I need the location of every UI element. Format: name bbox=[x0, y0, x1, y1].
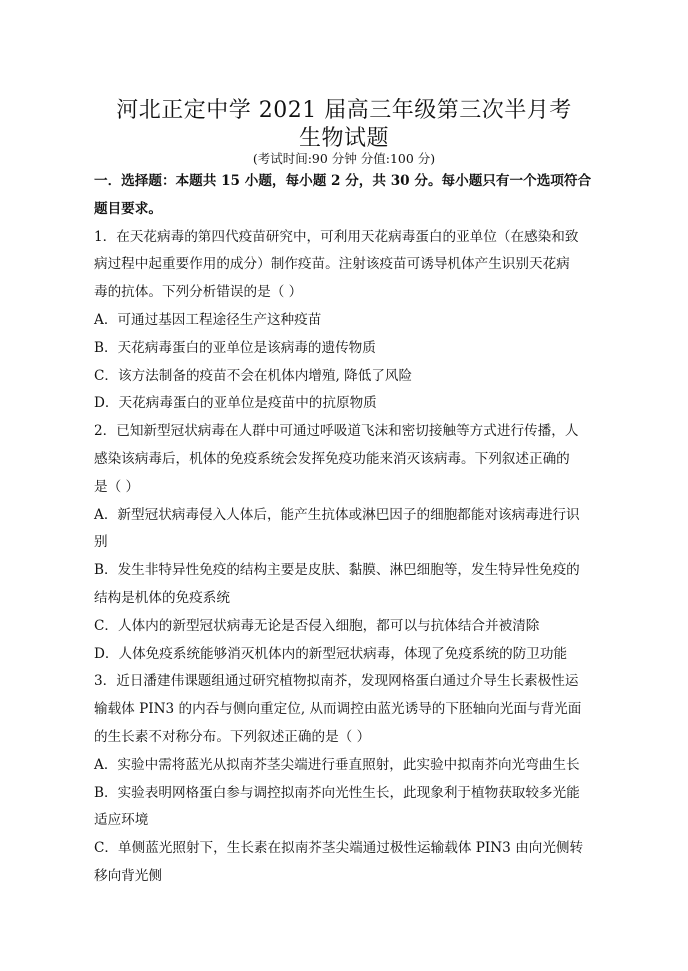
q1-option-d: D．天花病毒蛋白的亚单位是疫苗中的抗原物质 bbox=[94, 395, 377, 412]
subject-title: 生物试题 bbox=[298, 126, 389, 151]
q3-option-c-line2: 移向背光侧 bbox=[94, 867, 162, 884]
q1-stem-line1: 1．在天花病毒的第四代疫苗研究中，可利用天花病毒蛋白的亚单位（在感染和致 bbox=[94, 228, 579, 245]
q2-option-c: C．人体内的新型冠状病毒无论是否侵入细胞，都可以与抗体结合并被清除 bbox=[94, 617, 540, 634]
q1-stem-line2: 病过程中起重要作用的成分）制作疫苗。注射该疫苗可诱导机体产生识别天花病 bbox=[94, 256, 570, 273]
section-heading-line2: 题目要求。 bbox=[94, 200, 162, 217]
exam-meta: (考试时间:90 分钟 分值:100 分) bbox=[252, 151, 436, 166]
q3-stem-line2: 输载体 PIN3 的内吞与侧向重定位, 从而调控由蓝光诱导的下胚轴向光面与背光面 bbox=[94, 701, 582, 718]
q3-stem-line1: 3．近日潘建伟课题组通过研究植物拟南芥，发现网格蛋白通过介导生长素极性运 bbox=[94, 673, 579, 690]
q2-stem-line1: 2．已知新型冠状病毒在人群中可通过呼吸道飞沫和密切接触等方式进行传播，人 bbox=[94, 423, 579, 440]
q3-option-b-line1: B．实验表明网格蛋白参与调控拟南芥向光性生长，此现象利于植物获取较多光能 bbox=[94, 784, 580, 801]
exam-content bbox=[94, 168, 614, 891]
q2-option-a-line1: A．新型冠状病毒侵入人体后，能产生抗体或淋巴因子的细胞都能对该病毒进行识 bbox=[94, 506, 580, 523]
q2-option-a-line2: 别 bbox=[94, 534, 108, 551]
q1-stem-line3: 毒的抗体。下列分析错误的是（ ） bbox=[94, 284, 303, 301]
q2-option-b-line1: B．发生非特异性免疫的结构主要是皮肤、黏膜、淋巴细胞等，发生特异性免疫的 bbox=[94, 562, 580, 579]
q1-option-b: B．天花病毒蛋白的亚单位是该病毒的遗传物质 bbox=[94, 339, 376, 356]
q2-stem-line3: 是（ ） bbox=[94, 478, 140, 495]
q3-option-c-line1: C．单侧蓝光照射下，生长素在拟南芥茎尖端通过极性运输载体 PIN3 由向光侧转 bbox=[94, 840, 584, 857]
q2-stem-line2: 感染该病毒后，机体的免疫系统会发挥免疫功能来消灭该病毒。下列叙述正确的 bbox=[94, 450, 570, 467]
q1-option-c: C．该方法制备的疫苗不会在机体内增殖, 降低了风险 bbox=[94, 367, 413, 384]
q3-option-b-line2: 适应环境 bbox=[94, 812, 149, 829]
q2-option-d: D．人体免疫系统能够消灭机体内的新型冠状病毒，体现了免疫系统的防卫功能 bbox=[94, 645, 568, 662]
section-heading-line1: 一．选择题：本题共 15 小题，每小题 2 分，共 30 分。每小题只有一个选项符合 bbox=[94, 173, 592, 189]
q3-stem-line3: 的生长素不对称分布。下列叙述正确的是（ ） bbox=[94, 728, 371, 745]
q1-option-a: A．可通过基因工程途径生产这种疫苗 bbox=[94, 311, 322, 328]
q2-option-b-line2: 结构是机体的免疫系统 bbox=[94, 589, 230, 606]
exam-title: 河北正定中学 2021 届高三年级第三次半月考 bbox=[116, 98, 572, 123]
q3-option-a: A．实验中需将蓝光从拟南芥茎尖端进行垂直照射，此实验中拟南芥向光弯曲生长 bbox=[94, 756, 580, 773]
